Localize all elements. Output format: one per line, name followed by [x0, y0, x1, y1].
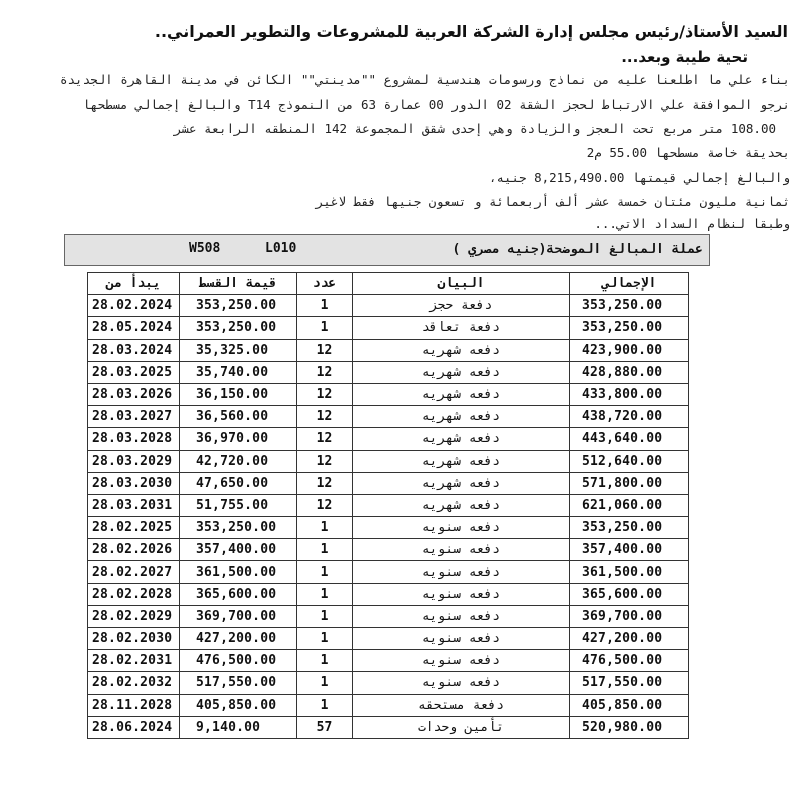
cell-count: 12 [297, 361, 353, 383]
unit-code: L010 [265, 241, 297, 256]
cell-start-date: 28.02.2025 [88, 517, 180, 539]
cell-installment: 35,325.00 [180, 339, 297, 361]
cell-count: 12 [297, 428, 353, 450]
table-row [88, 650, 689, 672]
cell-count: 1 [297, 561, 353, 583]
table-row [88, 494, 689, 516]
table-header-bar [64, 234, 710, 266]
cell-total: 512,640.00 [570, 450, 689, 472]
cell-count: 1 [297, 539, 353, 561]
cell-total: 353,250.00 [570, 317, 689, 339]
table-row [88, 383, 689, 405]
page-bottom-edge [0, 782, 800, 791]
letter-paragraph-line: بحديقة خاصة مسطحها 55.00 م2 [586, 145, 790, 160]
cell-description: دفعه سنويه [353, 583, 570, 605]
cell-installment: 353,250.00 [180, 517, 297, 539]
cell-description: دفعه شهريه [353, 383, 570, 405]
cell-start-date: 28.02.2026 [88, 539, 180, 561]
cell-total: 369,700.00 [570, 605, 689, 627]
unit-code: W508 [189, 241, 221, 256]
cell-installment: 405,850.00 [180, 694, 297, 716]
cell-total: 433,800.00 [570, 383, 689, 405]
column-header-total: الإجمالي [570, 273, 689, 295]
cell-installment: 35,740.00 [180, 361, 297, 383]
letter-payment-intro: وطبقا لنظام السداد الاتي... [594, 216, 790, 231]
table-row [88, 561, 689, 583]
letter-paragraph-line: نرجو الموافقة علي الارتباط لحجز الشقة 02 الدور 00 عمارة 63 من النموذج T14 والبالغ إجمالي مسطحها [82, 97, 790, 112]
table-header-row [88, 273, 689, 295]
cell-description: دفعه شهريه [353, 450, 570, 472]
cell-start-date: 28.02.2032 [88, 672, 180, 694]
table-row [88, 628, 689, 650]
cell-start-date: 28.03.2024 [88, 339, 180, 361]
cell-count: 12 [297, 472, 353, 494]
currency-label: عملة المبالغ الموضحة(جنيه مصري ) [452, 242, 703, 257]
cell-start-date: 28.06.2024 [88, 716, 180, 738]
cell-description: دفعه شهريه [353, 472, 570, 494]
cell-count: 1 [297, 605, 353, 627]
table-row [88, 605, 689, 627]
cell-total: 357,400.00 [570, 539, 689, 561]
cell-start-date: 28.03.2025 [88, 361, 180, 383]
cell-description: دفعة تعاقد [353, 317, 570, 339]
cell-count: 12 [297, 383, 353, 405]
payment-schedule-table [87, 272, 689, 739]
table-row [88, 406, 689, 428]
cell-count: 12 [297, 494, 353, 516]
cell-start-date: 28.03.2030 [88, 472, 180, 494]
cell-installment: 361,500.00 [180, 561, 297, 583]
cell-description: دفعه سنويه [353, 672, 570, 694]
table-row [88, 694, 689, 716]
cell-installment: 36,970.00 [180, 428, 297, 450]
cell-installment: 365,600.00 [180, 583, 297, 605]
cell-total: 571,800.00 [570, 472, 689, 494]
cell-installment: 353,250.00 [180, 317, 297, 339]
cell-installment: 42,720.00 [180, 450, 297, 472]
cell-installment: 47,650.00 [180, 472, 297, 494]
cell-count: 12 [297, 406, 353, 428]
cell-description: دفعه شهريه [353, 494, 570, 516]
cell-description: دفعه سنويه [353, 605, 570, 627]
table-row [88, 361, 689, 383]
letter-paragraph-line: 108.00 متر مربع تحت العجز والزيادة وهي إحدى شقق المجموعة 142 المنطقه الرابعة عشر [173, 121, 776, 136]
table-row [88, 583, 689, 605]
cell-count: 12 [297, 450, 353, 472]
cell-start-date: 28.03.2031 [88, 494, 180, 516]
cell-description: دفعه سنويه [353, 628, 570, 650]
cell-description: دفعة حجز [353, 295, 570, 317]
cell-start-date: 28.02.2027 [88, 561, 180, 583]
cell-count: 1 [297, 517, 353, 539]
cell-installment: 427,200.00 [180, 628, 297, 650]
cell-installment: 476,500.00 [180, 650, 297, 672]
cell-total: 405,850.00 [570, 694, 689, 716]
letter-paragraph-line: بناء علي ما اطلعنا عليه من نماذج ورسومات هندسية لمشروع ""مدينتي"" الكائن في مدينة القاهرة الجديدة [60, 72, 790, 87]
cell-total: 476,500.00 [570, 650, 689, 672]
cell-count: 12 [297, 339, 353, 361]
column-header-start-from: يبدأ من [88, 273, 180, 295]
cell-count: 1 [297, 583, 353, 605]
cell-total: 443,640.00 [570, 428, 689, 450]
cell-installment: 357,400.00 [180, 539, 297, 561]
cell-total: 365,600.00 [570, 583, 689, 605]
cell-start-date: 28.02.2031 [88, 650, 180, 672]
cell-start-date: 28.05.2024 [88, 317, 180, 339]
cell-total: 423,900.00 [570, 339, 689, 361]
column-header-description: البيان [353, 273, 570, 295]
cell-total: 520,980.00 [570, 716, 689, 738]
cell-description: دفعه سنويه [353, 561, 570, 583]
table-row [88, 295, 689, 317]
table-row [88, 517, 689, 539]
cell-start-date: 28.03.2028 [88, 428, 180, 450]
cell-start-date: 28.02.2028 [88, 583, 180, 605]
table-row [88, 472, 689, 494]
cell-installment: 369,700.00 [180, 605, 297, 627]
table-row [88, 539, 689, 561]
column-header-count: عدد [297, 273, 353, 295]
cell-total: 428,880.00 [570, 361, 689, 383]
cell-count: 1 [297, 628, 353, 650]
table-row [88, 339, 689, 361]
cell-installment: 517,550.00 [180, 672, 297, 694]
cell-total: 621,060.00 [570, 494, 689, 516]
cell-description: دفعه شهريه [353, 406, 570, 428]
cell-start-date: 28.02.2030 [88, 628, 180, 650]
cell-total: 427,200.00 [570, 628, 689, 650]
cell-total: 438,720.00 [570, 406, 689, 428]
table-row [88, 716, 689, 738]
table-row [88, 672, 689, 694]
cell-start-date: 28.03.2026 [88, 383, 180, 405]
cell-total: 353,250.00 [570, 295, 689, 317]
cell-description: تأمين وحدات [353, 716, 570, 738]
cell-installment: 51,755.00 [180, 494, 297, 516]
column-header-installment: قيمة القسط [180, 273, 297, 295]
cell-start-date: 28.03.2029 [88, 450, 180, 472]
cell-description: دفعه سنويه [353, 650, 570, 672]
cell-start-date: 28.03.2027 [88, 406, 180, 428]
cell-count: 1 [297, 694, 353, 716]
cell-description: دفعه سنويه [353, 517, 570, 539]
table-row [88, 428, 689, 450]
cell-start-date: 28.02.2029 [88, 605, 180, 627]
table-row [88, 450, 689, 472]
cell-installment: 36,150.00 [180, 383, 297, 405]
cell-description: دفعه سنويه [353, 539, 570, 561]
cell-count: 1 [297, 650, 353, 672]
cell-count: 1 [297, 317, 353, 339]
cell-start-date: 28.11.2028 [88, 694, 180, 716]
cell-total: 517,550.00 [570, 672, 689, 694]
cell-count: 1 [297, 295, 353, 317]
cell-description: دفعه شهريه [353, 361, 570, 383]
cell-installment: 353,250.00 [180, 295, 297, 317]
letter-greeting: تحية طيبة وبعد... [621, 48, 748, 66]
cell-count: 1 [297, 672, 353, 694]
letter-addressee: السيد الأستاذ/رئيس مجلس إدارة الشركة العربية للمشروعات والتطوير العمراني.. [154, 22, 788, 41]
cell-total: 361,500.00 [570, 561, 689, 583]
letter-total-in-words: ثمانية مليون مئتان خمسة عشر ألف أربعمائة و تسعون جنيها فقط لاغير [315, 194, 790, 209]
table-row [88, 317, 689, 339]
cell-count: 57 [297, 716, 353, 738]
letter-total-value: والبالغ إجمالي قيمتها 8,215,490.00 جنيه، [488, 170, 790, 185]
cell-total: 353,250.00 [570, 517, 689, 539]
cell-description: دفعة مستحقه [353, 694, 570, 716]
cell-description: دفعه شهريه [353, 339, 570, 361]
cell-start-date: 28.02.2024 [88, 295, 180, 317]
cell-description: دفعه شهريه [353, 428, 570, 450]
cell-installment: 36,560.00 [180, 406, 297, 428]
cell-installment: 9,140.00 [180, 716, 297, 738]
